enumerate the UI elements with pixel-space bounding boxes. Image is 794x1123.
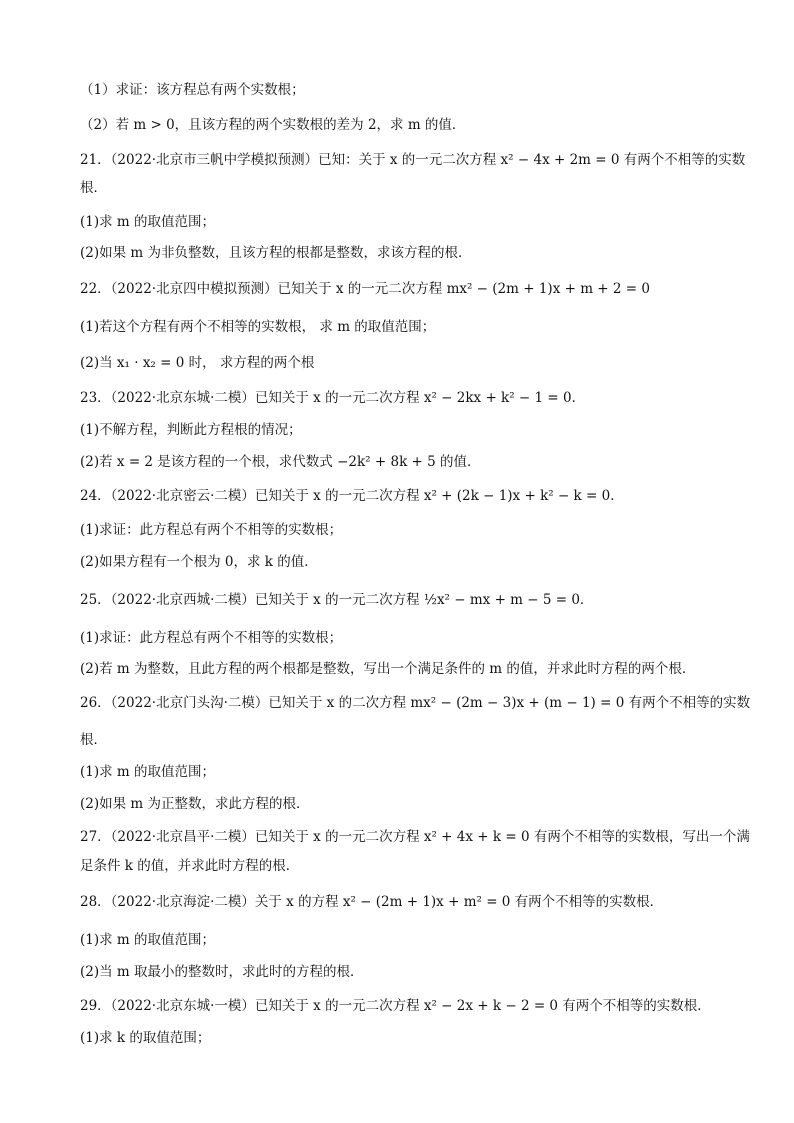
text-line: 根．	[80, 180, 107, 196]
text-line: (1)求证：此方程总有两个不相等的实数根；	[80, 522, 343, 538]
text-line: (1)若这个方程有两个不相等的实数根， 求 m 的取值范围；	[80, 319, 436, 335]
text-line: (1)求 m 的取值范围；	[80, 932, 216, 948]
text-line: (2)若 m 为整数，且此方程的两个根都是整数，写出一个满足条件的 m 的值，并求此时方程的两个根．	[80, 661, 696, 677]
text-line: （1）求证：该方程总有两个实数根；	[80, 82, 305, 98]
text-line: (1)求证：此方程总有两个不相等的实数根；	[80, 630, 343, 646]
text-line: (2)如果 m 为非负整数，且该方程的根都是整数，求该方程的根．	[80, 245, 472, 261]
text-line: (2)如果 m 为正整数，求此方程的根．	[80, 796, 310, 812]
problem-27-line: 27．（2022·北京昌平·二模）已知关于 x 的一元二次方程 x² + 4x + k = 0 有两个不相等的实数根，写出一个满	[80, 829, 750, 845]
text-line: （2）若 m > 0，且该方程的两个实数根的差为 2，求 m 的值．	[80, 117, 466, 133]
text-line: (1)求 m 的取值范围；	[80, 764, 216, 780]
text-line: (2)如果方程有一个根为 0，求 k 的值．	[80, 554, 318, 570]
problem-24-line: 24．（2022·北京密云·二模）已知关于 x 的一元二次方程 x² + (2k − 1)x + k² − k = 0．	[80, 488, 624, 504]
text-line: (1)求 m 的取值范围；	[80, 214, 216, 230]
text-line: (1)求 k 的取值范围；	[80, 1030, 211, 1046]
text-line: (2)当 m 取最小的整数时，求此时的方程的根．	[80, 964, 364, 980]
problem-23-line: 23．（2022·北京东城·二模）已知关于 x 的一元二次方程 x² − 2kx + k² − 1 = 0．	[80, 390, 586, 406]
problem-28-line: 28．（2022·北京海淀·二模）关于 x 的方程 x² − (2m + 1)x + m² = 0 有两个不相等的实数根．	[80, 894, 664, 910]
text-line: (2)当 x₁ · x₂ = 0 时， 求方程的两个根	[80, 355, 315, 371]
problem-22-line: 22．（2022·北京四中模拟预测）已知关于 x 的一元二次方程 mx² − (2m + 1)x + m + 2 = 0	[80, 281, 650, 297]
text-line: (2)若 x = 2 是该方程的一个根，求代数式 −2k² + 8k + 5 的值．	[80, 454, 481, 470]
text-line: (1)不解方程，判断此方程根的情况；	[80, 422, 302, 438]
problem-26-line: 26．（2022·北京门头沟·二模）已知关于 x 的二次方程 mx² − (2m − 3)x + (m − 1) = 0 有两个不相等的实数	[80, 695, 751, 711]
problem-21-line: 21．（2022·北京市三帆中学模拟预测）已知：关于 x 的一元二次方程 x² − 4x + 2m = 0 有两个不相等的实数	[80, 152, 746, 168]
problem-29-line: 29．（2022·北京东城·一模）已知关于 x 的一元二次方程 x² − 2x + k − 2 = 0 有两个不相等的实数根．	[80, 998, 711, 1014]
problem-25-line: 25．（2022·北京西城·二模）已知关于 x 的一元二次方程 ½x² − mx + m − 5 = 0．	[80, 592, 594, 608]
text-line: 足条件 k 的值，并求此时方程的根．	[80, 858, 300, 874]
text-line: 根．	[80, 732, 107, 748]
